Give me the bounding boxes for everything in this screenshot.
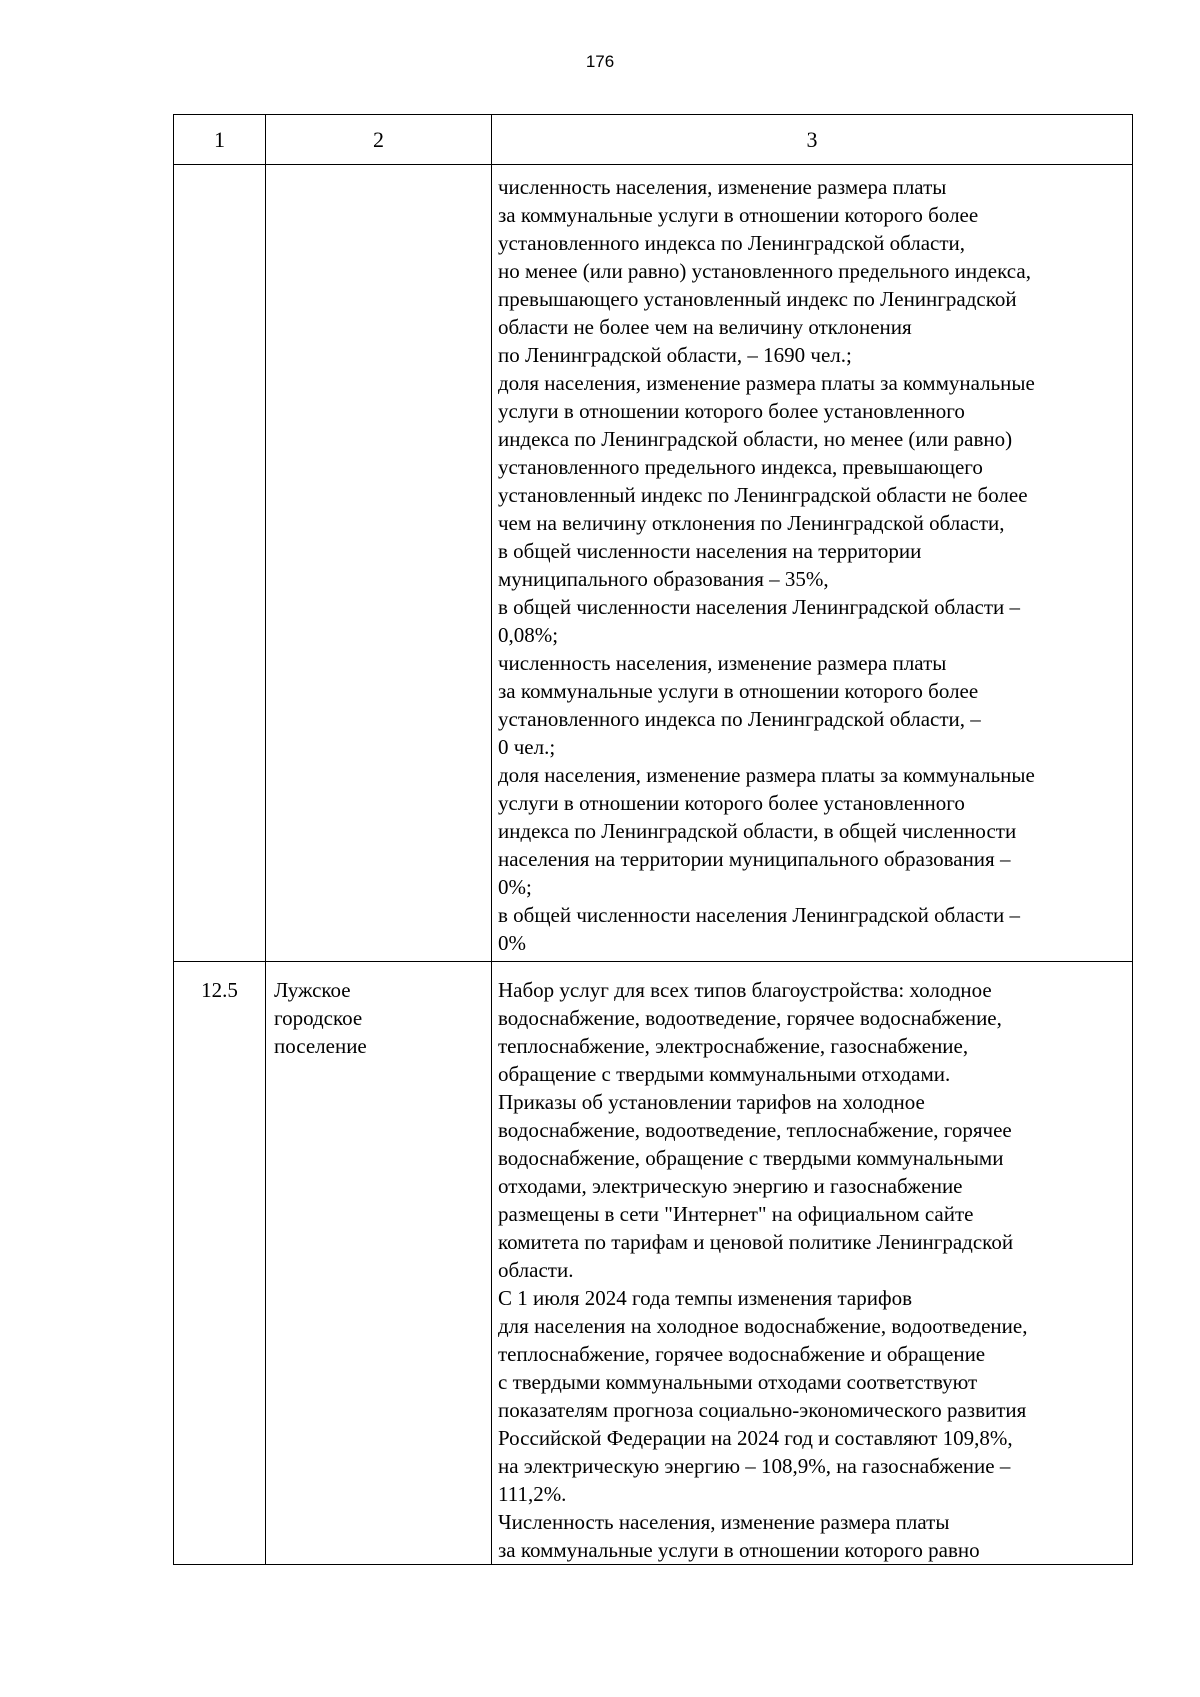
row-continued-col-2 bbox=[266, 165, 492, 962]
text-line: обращение с твердыми коммунальными отходами. bbox=[498, 1062, 951, 1086]
text-line: Набор услуг для всех типов благоустройства: холодное bbox=[498, 978, 992, 1002]
text-line: но менее (или равно) установленного предельного индекса, bbox=[498, 259, 1031, 283]
text-line: численность населения, изменение размера платы bbox=[498, 651, 947, 675]
text-line: в общей численности населения на территории bbox=[498, 539, 922, 563]
text-line: за коммунальные услуги в отношении которого равно bbox=[498, 1538, 980, 1562]
text-line: водоснабжение, водоотведение, теплоснабжение, горячее bbox=[498, 1118, 1012, 1142]
text-line: городское bbox=[274, 1006, 363, 1030]
text-line: 0% bbox=[498, 931, 526, 955]
row-continued-text bbox=[492, 165, 1132, 961]
text-line: муниципального образования – 35%, bbox=[498, 567, 829, 591]
text-line: Численность населения, изменение размера платы bbox=[498, 1510, 950, 1534]
text-line: в общей численности населения Ленинградской области – bbox=[498, 903, 1021, 927]
header-col-2: 2 bbox=[266, 115, 492, 165]
text-line: 0 чел.; bbox=[498, 735, 556, 759]
text-line: области не более чем на величину отклонения bbox=[498, 315, 912, 339]
text-line: водоснабжение, водоотведение, горячее водоснабжение, bbox=[498, 1006, 1002, 1030]
table-row-12-5 bbox=[174, 962, 1133, 1565]
settlement-name bbox=[266, 962, 491, 1060]
text-line: поселение bbox=[274, 1034, 367, 1058]
row-12-5-text bbox=[492, 962, 1132, 1564]
text-line: за коммунальные услуги в отношении которого более bbox=[498, 679, 979, 703]
text-line: установленного индекса по Ленинградской области, – bbox=[498, 707, 981, 731]
text-line: услуги в отношении которого более установленного bbox=[498, 399, 965, 423]
text-line: за коммунальные услуги в отношении которого более bbox=[498, 203, 979, 227]
text-line: отходами, электрическую энергию и газоснабжение bbox=[498, 1174, 963, 1198]
page-number: 176 bbox=[585, 52, 615, 71]
text-line: С 1 июля 2024 года темпы изменения тарифов bbox=[498, 1286, 912, 1310]
text-line: индекса по Ленинградской области, в общей численности bbox=[498, 819, 1017, 843]
text-line: установленного индекса по Ленинградской области, bbox=[498, 231, 966, 255]
text-line: 0%; bbox=[498, 875, 532, 899]
row-continued-col-1 bbox=[174, 165, 266, 962]
text-line: с твердыми коммунальными отходами соответствуют bbox=[498, 1370, 978, 1394]
text-line: водоснабжение, обращение с твердыми коммунальными bbox=[498, 1146, 1004, 1170]
text-line: для населения на холодное водоснабжение, водоотведение, bbox=[498, 1314, 1028, 1338]
text-line: доля населения, изменение размера платы за коммунальные bbox=[498, 763, 1035, 787]
text-line: теплоснабжение, горячее водоснабжение и обращение bbox=[498, 1342, 986, 1366]
text-line: установленный индекс по Ленинградской области не более bbox=[498, 483, 1028, 507]
text-line: превышающего установленный индекс по Ленинградской bbox=[498, 287, 1017, 311]
text-line: в общей численности населения Ленинградской области – bbox=[498, 595, 1021, 619]
header-col-3: 3 bbox=[492, 115, 1133, 165]
row-12-5-number bbox=[174, 962, 266, 1565]
row-number: 12.5 bbox=[201, 978, 238, 1002]
text-line: размещены в сети "Интернет" на официальном сайте bbox=[498, 1202, 974, 1226]
table-header-row bbox=[174, 115, 1133, 165]
text-line: 111,2%. bbox=[498, 1482, 567, 1506]
text-line: области. bbox=[498, 1258, 574, 1282]
text-line: численность населения, изменение размера платы bbox=[498, 175, 947, 199]
text-line: индекса по Ленинградской области, но менее (или равно) bbox=[498, 427, 1013, 451]
text-line: на электрическую энергию – 108,9%, на газоснабжение – bbox=[498, 1454, 1011, 1478]
text-line: услуги в отношении которого более установленного bbox=[498, 791, 965, 815]
row-12-5-settlement bbox=[266, 962, 492, 1565]
text-line: населения на территории муниципального образования – bbox=[498, 847, 1011, 871]
text-line: теплоснабжение, электроснабжение, газоснабжение, bbox=[498, 1034, 969, 1058]
row-continued-col-3 bbox=[492, 165, 1133, 962]
text-line: доля населения, изменение размера платы за коммунальные bbox=[498, 371, 1035, 395]
header-col-1: 1 bbox=[174, 115, 266, 165]
text-line: чем на величину отклонения по Ленинградской области, bbox=[498, 511, 1005, 535]
document-table bbox=[173, 114, 1133, 1565]
text-line: показателям прогноза социально-экономического развития bbox=[498, 1398, 1027, 1422]
text-line: Лужское bbox=[274, 978, 351, 1002]
text-line: комитета по тарифам и ценовой политике Ленинградской bbox=[498, 1230, 1014, 1254]
text-line: Российской Федерации на 2024 год и составляют 109,8%, bbox=[498, 1426, 1013, 1450]
row-12-5-description bbox=[492, 962, 1133, 1565]
text-line: по Ленинградской области, – 1690 чел.; bbox=[498, 343, 852, 367]
text-line: установленного предельного индекса, превышающего bbox=[498, 455, 983, 479]
table-row-continued bbox=[174, 165, 1133, 962]
text-line: 0,08%; bbox=[498, 623, 559, 647]
text-line: Приказы об установлении тарифов на холодное bbox=[498, 1090, 925, 1114]
